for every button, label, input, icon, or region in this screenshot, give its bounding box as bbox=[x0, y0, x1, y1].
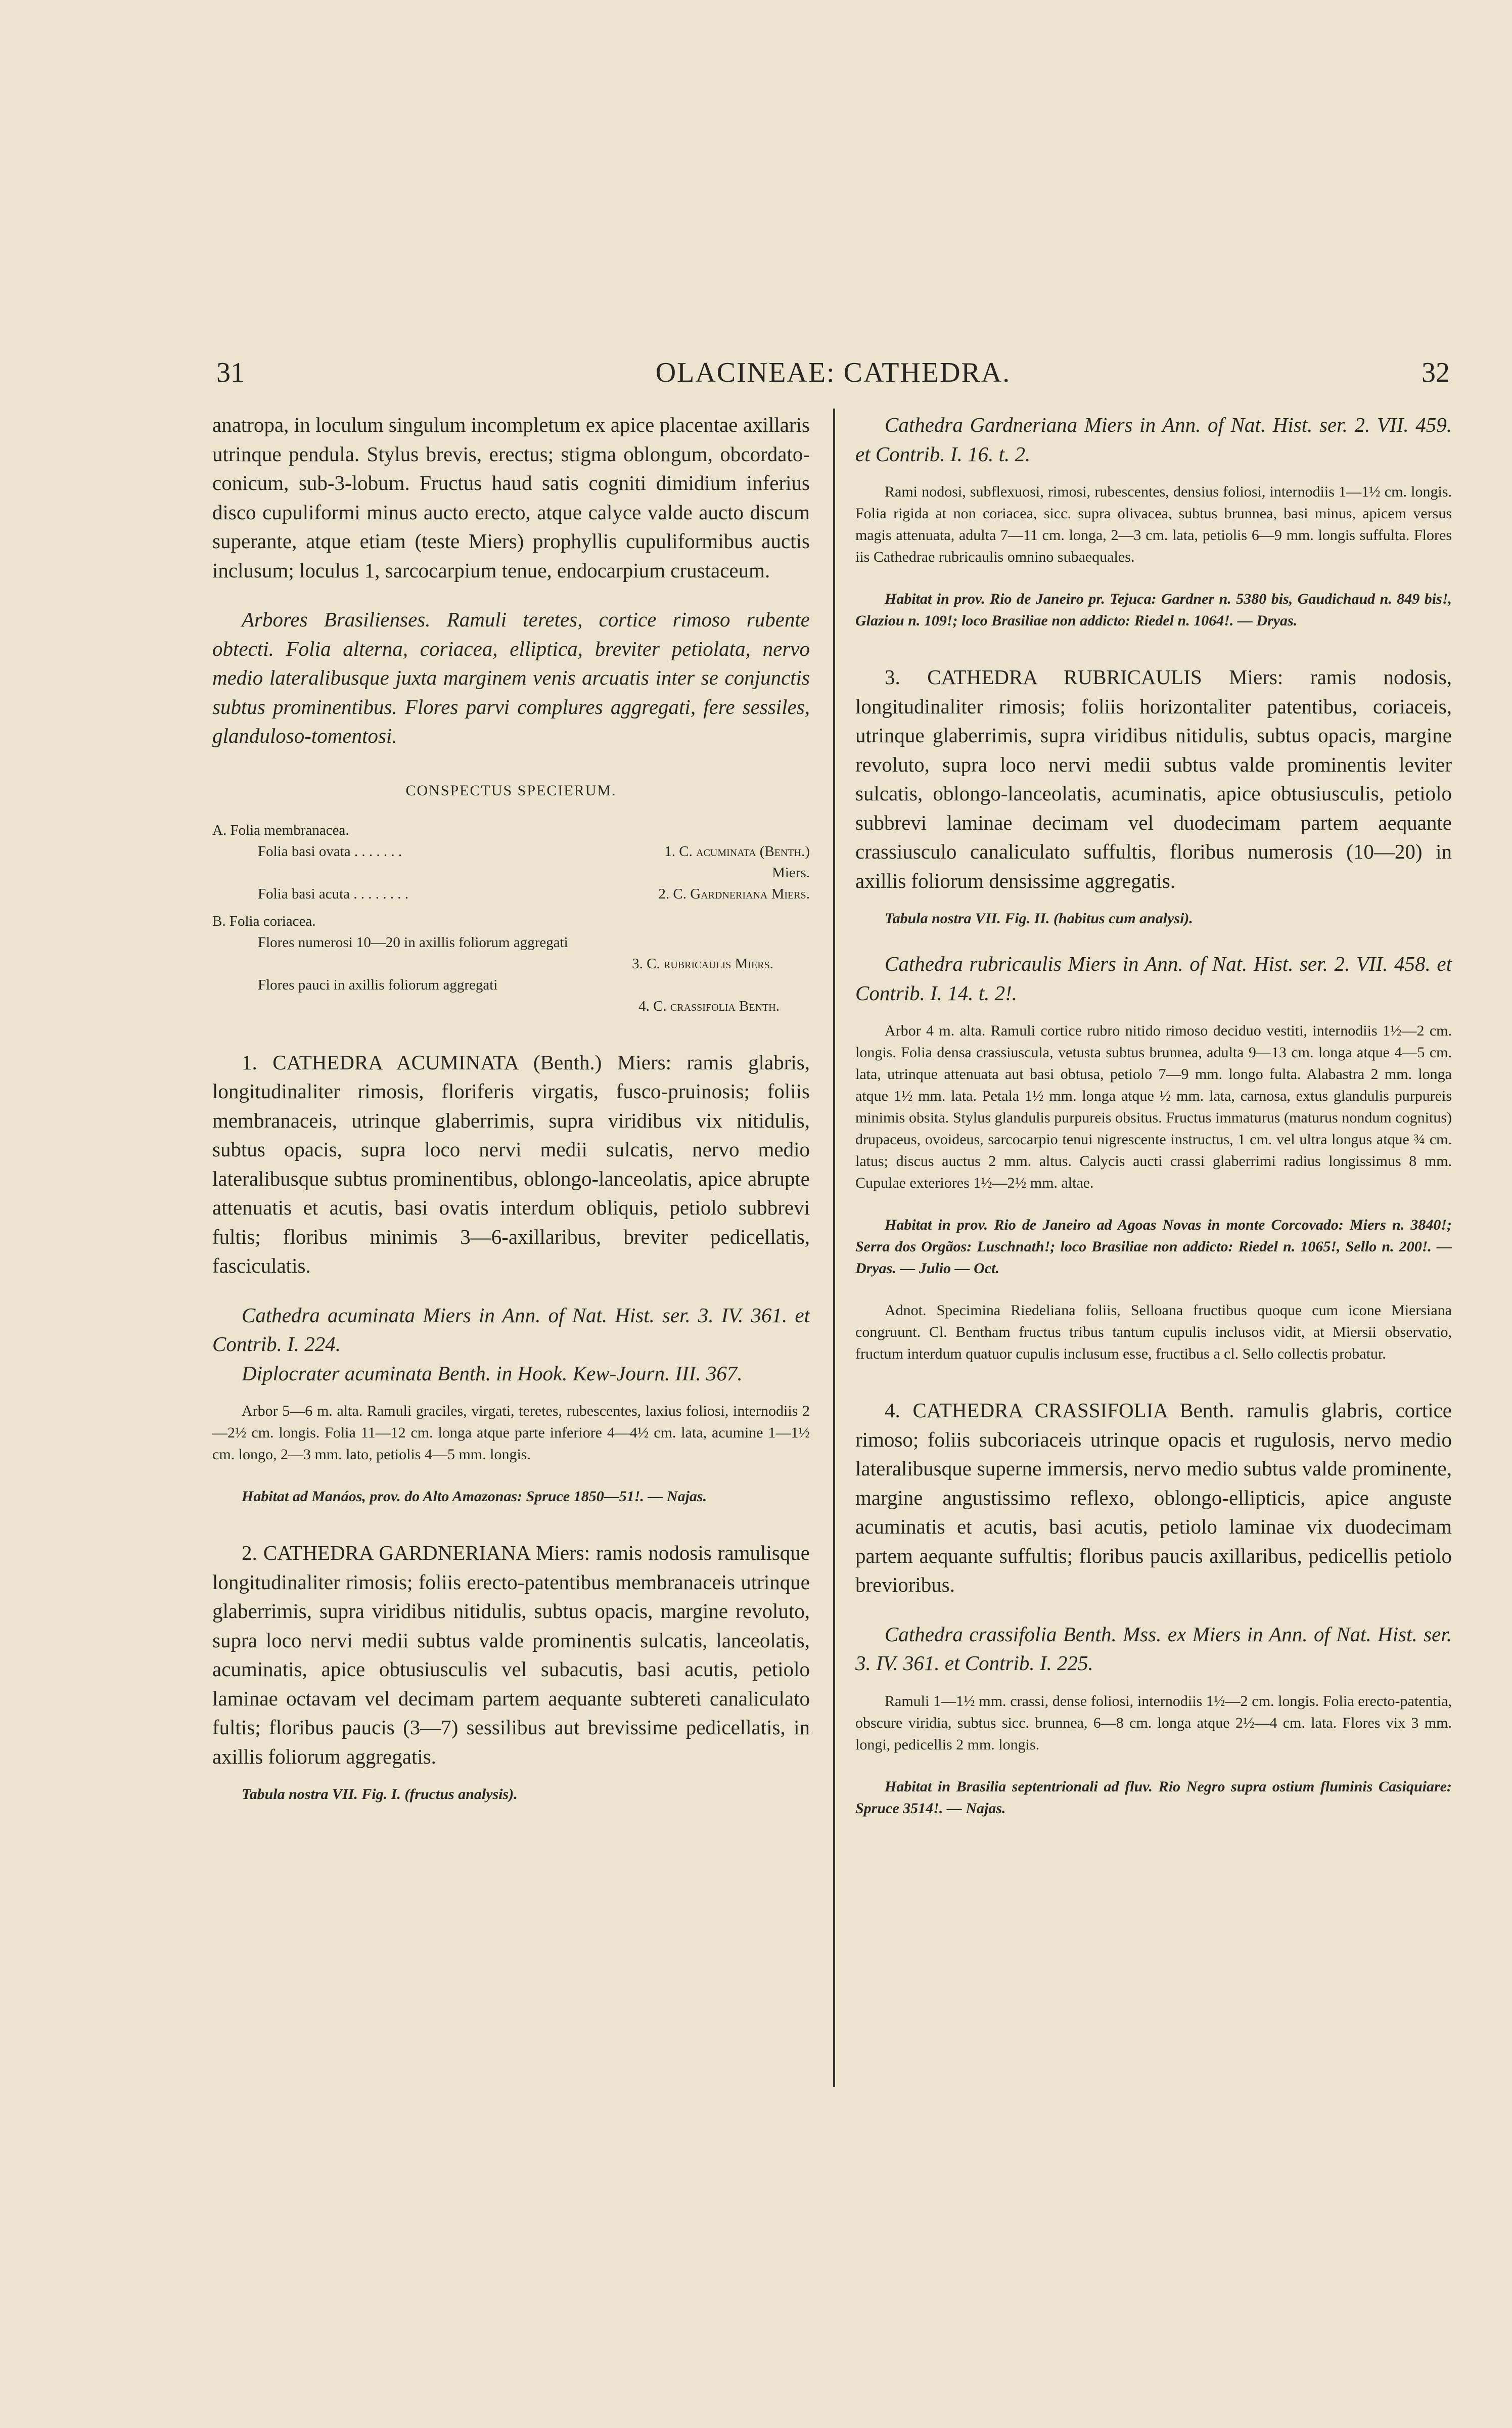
species-4-habitat: Habitat in Brasilia septentrionali ad fluv. Rio Negro supra ostium fluminis Casiquiare: Spruce 3514!. — Najas. bbox=[855, 1778, 1452, 1817]
key-row bbox=[212, 974, 810, 996]
species-2-tabula: Tabula nostra VII. Fig. I. (fructus analysis). bbox=[242, 1786, 518, 1803]
species-key bbox=[212, 820, 810, 1017]
key-taxon: 4. C. crassifolia Benth. bbox=[638, 998, 780, 1014]
key-row bbox=[212, 932, 810, 953]
page-number-right: 32 bbox=[1422, 357, 1450, 388]
genus-habit-paragraph: Arbores Brasilienses. Ramuli teretes, cortice rimoso rubente obtecti. Folia alterna, coriacea, elliptica, breviter petiolata, nervo medio lateralibusque juxta marginem venis arcuatis inter se conjunctis subtus prominentibus. Flores parvi complures aggregati, fere sessiles, glanduloso-tomentosi. bbox=[212, 608, 810, 747]
key-taxon: 2. C. Gardneriana Miers. bbox=[658, 885, 810, 902]
species-1-notes: Arbor 5—6 m. alta. Ramuli graciles, virgati, teretes, rubescentes, laxius foliosi, internodiis 2—2½ cm. longis. Folia 11—12 cm. longa atque parte inferiore 4—4½ cm. lata, acumine 1—1½ cm. longo, 2—3 mm. lato, petiolis 4—5 mm. longis. bbox=[212, 1403, 810, 1463]
species-1-description: 1. CATHEDRA ACUMINATA (Benth.) Miers: ramis glabris, longitudinaliter rimosis, floriferis virgatis, fusco-pruinosis; foliis membranaceis, utrinque glaberrimis, supra viridibus vix nitidulis, subtus opacis, supra loco nervi medii sulcatis, nervo medio lateralibusque subtus prominentibus, oblongo-lanceolatis, apice abrupte attenuatis et acutis, basi ovatis interdum obliquis, petiolo subbrevi fultis; floribus minimis 3—6-axillaribus, breviter pedicellatis, fasciculatis. bbox=[212, 1050, 810, 1277]
species-4-reference: Cathedra crassifolia Benth. Mss. ex Miers in Ann. of Nat. Hist. ser. 3. IV. 361. et Contrib. I. 225. bbox=[855, 1622, 1452, 1675]
species-1-reference: Cathedra acuminata Miers in Ann. of Nat. Hist. ser. 3. IV. 361. et Contrib. I. 224. bbox=[212, 1303, 810, 1356]
key-lead: Folia basi acuta . . . . . . . . bbox=[258, 885, 409, 902]
key-lead: Flores numerosi 10—20 in axillis foliorum aggregati bbox=[258, 934, 568, 951]
species-3-description: 3. CATHEDRA RUBRICAULIS Miers: ramis nodosis, longitudinaliter rimosis; foliis horizontaliter patentibus, coriaceis, utrinque glaberrimis, supra viridibus nitidulis, subtus opacis, margine revoluto, supra loco nervi medii subtus valde prominentis leviter sulcatis, oblongo-lanceolatis, acuminatis, apice obtusiusculis, petiolo subbrevi laminae decimam vel duodecimam partem aequante crassiusculo canaliculato suffultis, floribus numerosis (10—20) in axillis foliorum densissime aggregatis. bbox=[855, 665, 1452, 892]
species-3-tabula: Tabula nostra VII. Fig. II. (habitus cum analysi). bbox=[885, 910, 1193, 927]
species-4-description: 4. CATHEDRA CRASSIFOLIA Benth. ramulis glabris, cortice rimoso; foliis subcoriaceis utrinque opacis et rugulosis, nervo medio lateralibusque superne immersis, nervo medio subtus valde prominente, margine angustissimo reflexo, oblongo-ellipticis, apice anguste acuminatis et acutis, basi acutis, petiolo laminae vix duodecimam partem aequante suffultis; floribus paucis axillaribus, pedicellis petiolo brevioribus. bbox=[855, 1399, 1452, 1596]
key-row bbox=[212, 862, 810, 883]
genus-description-continued: anatropa, in loculum singulum incompletum ex apice placentae axillaris utrinque pendula. Stylus brevis, erectus; stigma oblongum, obcordato-conicum, sub-3-lobum. Fructus haud satis cogniti dimidium inferius disco cupuliformi minus aucto erecto, atque calyce valde aucto discum superante, atque etiam (teste Miers) prophyllis cupuliformibus auctis inclusum; loculus 1, sarcocarpium tenue, endocarpium crustaceum. bbox=[212, 413, 810, 582]
right-column bbox=[855, 411, 1452, 1819]
page-header bbox=[216, 356, 1450, 397]
species-1-synonym: Diplocrater acuminata Benth. in Hook. Kew-Journ. III. 367. bbox=[242, 1361, 743, 1385]
key-row bbox=[212, 841, 810, 862]
key-a-label: A. Folia membranacea. bbox=[212, 822, 349, 838]
species-4-notes: Ramuli 1—1½ mm. crassi, dense foliosi, internodiis 1½—2 cm. longis. Folia erecto-patentia, obscure viridia, subtus sicc. brunnea, 6—8 cm. longa atque 2½—4 cm. lata. Flores vix 3 mm. longi, pedicellis 2 mm. longis. bbox=[855, 1692, 1452, 1753]
species-2-notes: Rami nodosi, subflexuosi, rimosi, rubescentes, densius foliosi, internodiis 1—1½ cm. longis. Folia rigida at non coriacea, sicc. supra olivacea, subtus brunnea, basi minus, apicem versus magis attenuata, adulta 7—11 cm. longa, 2—3 cm. lata, petiolis 6—9 mm. longis suffulta. Flores iis Cathedrae rubricaulis omnino subaequales. bbox=[855, 483, 1452, 565]
key-row bbox=[212, 953, 810, 974]
key-b-label: B. Folia coriacea. bbox=[212, 913, 316, 929]
species-3-notes: Arbor 4 m. alta. Ramuli cortice rubro nitido rimoso deciduo vestiti, internodiis 1½—2 cm. longis. Folia densa crassiuscula, vetusta subtus brunnea, adulta 9—13 cm. longa atque 4—5 cm. lata, utrinque attenuata aut basi obtusa, petiolo 7—9 mm. longo fulta. Alabastra 2 mm. longa atque 1½ mm. lata. Petala 1½ mm. longa atque ½ mm. lata, carnosa, extus glandulis purpureis minimis obsita. Stylus glandulis purpureis obsitus. Fructus immaturus (maturus nondum cognitus) drupaceus, ovoideus, sarcocarpio tenui nigrescente instructus, 1 cm. vel ultra longus atque ¾ cm. latus; discus auctus 2 mm. altus. Calycis aucti crassi glaberrimi radius longissimus 8 mm. Cupulae exteriores 1½—2½ mm. altae. bbox=[855, 1022, 1452, 1191]
key-lead: Flores pauci in axillis foliorum aggregati bbox=[258, 976, 498, 993]
key-group-b bbox=[212, 911, 810, 932]
key-taxon: 3. C. rubricaulis Miers. bbox=[632, 955, 773, 972]
species-2-description: 2. CATHEDRA GARDNERIANA Miers: ramis nodosis ramulisque longitudinaliter rimosis; foliis erecto-patentibus membranaceis utrinque glaberrimis, supra viridibus nitidulis, subtus opacis, margine revoluto, supra loco nervi medii subtus valde prominentis sulcatis, lanceolatis, acuminatis, apice obtusiusculis vel subacutis, basi acutis, petiolo laminae octavam vel decimam partem aequante subtereti canaliculato fultis; floribus paucis (3—7) sessilibus aut brevissime pedicellatis, in axillis foliorum aggregatis. bbox=[212, 1541, 810, 1768]
page-number-left: 31 bbox=[216, 357, 245, 388]
species-1-habitat: Habitat ad Manáos, prov. do Alto Amazonas: Spruce 1850—51!. — Najas. bbox=[242, 1488, 707, 1505]
column-divider bbox=[833, 409, 835, 2087]
key-lead: Folia basi ovata . . . . . . . bbox=[258, 843, 402, 860]
key-row bbox=[212, 996, 810, 1017]
species-2-reference: Cathedra Gardneriana Miers in Ann. of Nat. Hist. ser. 2. VII. 459. et Contrib. I. 16. t. 2. bbox=[855, 413, 1452, 466]
species-3-habitat: Habitat in prov. Rio de Janeiro ad Agoas Novas in monte Corcovado: Miers n. 3840!; Serra dos Orgãos: Luschnath!; loco Brasiliae non addicto: Riedel n. 1065!, Sello n. 200!. — Dryas. — Julio — Oct. bbox=[855, 1217, 1452, 1277]
left-column bbox=[212, 411, 810, 1805]
conspectus-title: CONSPECTUS SPECIERUM. bbox=[405, 782, 617, 799]
key-row bbox=[212, 883, 810, 905]
species-2-habitat: Habitat in prov. Rio de Janeiro pr. Tejuca: Gardner n. 5380 bis, Gaudichaud n. 849 bis!, Glaziou n. 109!; loco Brasiliae non addicto: Riedel n. 1064!. — Dryas. bbox=[855, 591, 1452, 629]
key-group-a bbox=[212, 820, 810, 841]
key-author: Miers. bbox=[772, 864, 810, 881]
key-taxon: 1. C. acuminata (Benth.) bbox=[664, 843, 810, 860]
running-title: OLACINEAE: CATHEDRA. bbox=[655, 357, 1011, 388]
species-3-adnotatio: Adnot. Specimina Riedeliana foliis, Selloana fructibus quoque cum icone Miersiana congruunt. Cl. Bentham fructus tribus tantum cupulis inclusos vidit, at Miersii observatio, fructum interdum quatuor cupulis inclusum esse, fructibus a cl. Sello collectis probatur. bbox=[855, 1302, 1452, 1362]
species-3-reference: Cathedra rubricaulis Miers in Ann. of Nat. Hist. ser. 2. VII. 458. et Contrib. I. 14. t. 2!. bbox=[855, 952, 1452, 1005]
